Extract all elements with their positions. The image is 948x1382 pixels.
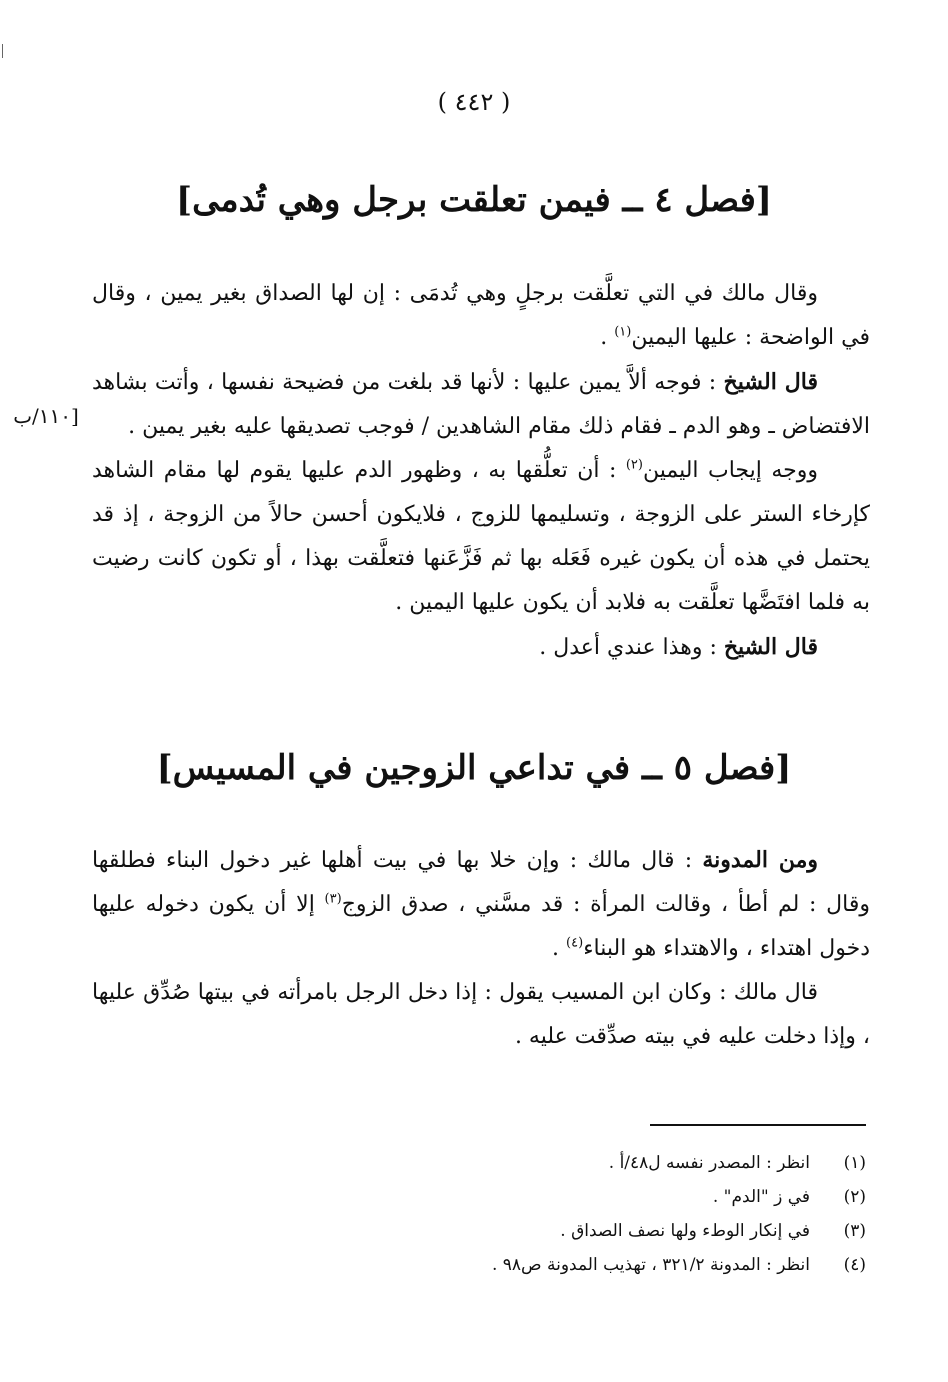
footnote-ref: (٤) — [566, 935, 584, 951]
footnote-number: (٤) — [843, 1255, 866, 1275]
paragraph-tail: إلا أن يكون دخوله عليها دخول اهتداء ، والاهتداء هو البناء — [92, 892, 870, 961]
section-4-title: [فصل ٤ ــ فيمن تعلقت برجل وهي تُدمى] — [175, 180, 772, 220]
section-5-body — [92, 838, 870, 1059]
paragraph-text: : وهذا عندي أعدل . — [539, 635, 724, 660]
paragraph — [92, 272, 870, 360]
source-label: ومن المدونة — [702, 847, 818, 873]
scan-edge-mark — [2, 44, 7, 58]
footnote-text: في إنكار الوطء ولها نصف الصداق . — [560, 1221, 810, 1241]
manuscript-folio-marker: [١١٠/ب — [13, 404, 79, 428]
footnote — [300, 1146, 866, 1180]
footnote-ref: (١) — [614, 324, 632, 340]
page-number: ( ٤٤٢ ) — [437, 88, 511, 116]
footnote-number: (١) — [843, 1153, 866, 1173]
footnote-number: (٢) — [843, 1187, 866, 1207]
footnote-text: انظر : المصدر نفسه ل٤٨/أ . — [608, 1153, 810, 1173]
paragraph — [92, 838, 870, 971]
paragraph-tail: . — [552, 936, 567, 961]
footnote-text: في ز "الدم" . — [712, 1187, 810, 1207]
paragraph-text: : قال مالك : وإن خلا بها في بيت أهلها غير دخول البناء فطلقها وقال : لم أطأ ، وقالت المرأة : قد مسَّني ، صدق الزوج — [92, 848, 870, 917]
paragraph-text: قال مالك : وكان ابن المسيب يقول : إذا دخل الرجل بامرأته في بيتها صُدِّق عليها ، وإذا دخلت عليه في بيته صدِّقت عليه . — [92, 980, 870, 1049]
speaker-label: قال الشيخ — [723, 369, 819, 395]
paragraph — [92, 360, 870, 449]
speaker-label: قال الشيخ — [723, 634, 818, 660]
paragraph-tail: : أن تعلُّقها به ، وظهور الدم عليها يقوم لها مقام الشاهد كإرخاء الستر على الزوجة ، وتسليمها للزوج ، فلايكون أحسن حالاً من الزوجة ، إذ قد يحتمل في هذه أن يكون غيره فَعَله بها ثم فَزَّعَنها فتعلَّقت بهذا ، أو تكون كانت رضيت به فلما افتَضَّها تعلَّقت به فلابد أن يكون عليها اليمين . — [92, 458, 870, 615]
footnote-ref: (٣) — [324, 891, 342, 907]
footnote-text: انظر : المدونة ٣٢١/٢ ، تهذيب المدونة ص٩٨ . — [491, 1255, 810, 1275]
paragraph — [92, 449, 870, 625]
paragraph-text: وقال مالك في التي تعلَّقت برجلٍ وهي تُدمَى : إن لها الصداق بغير يمين ، وقال في الواضحة : عليها اليمين — [92, 281, 870, 350]
paragraph — [92, 971, 870, 1059]
footnotes — [300, 1146, 866, 1282]
section-4-body — [92, 272, 870, 670]
footnote-separator — [650, 1124, 866, 1126]
paragraph-text: ووجه إيجاب اليمين — [642, 458, 818, 483]
footnote — [300, 1180, 866, 1214]
paragraph — [92, 625, 870, 670]
footnote-ref: (٢) — [625, 457, 643, 473]
footnote-number: (٣) — [843, 1221, 866, 1241]
section-5-title: [فصل ٥ ــ في تداعي الزوجين في المسيس] — [156, 748, 792, 788]
paragraph-text: : فوجه ألاَّ يمين عليها : لأنها قد بلغت من فضيحة نفسها ، وأتت بشاهد الافتضاض ـ وهو الدم ـ فقام ذلك مقام الشاهدين / فوجب تصديقها عليه بغير يمين . — [92, 370, 870, 439]
footnote — [300, 1248, 866, 1282]
paragraph-tail: . — [600, 325, 615, 350]
footnote — [300, 1214, 866, 1248]
